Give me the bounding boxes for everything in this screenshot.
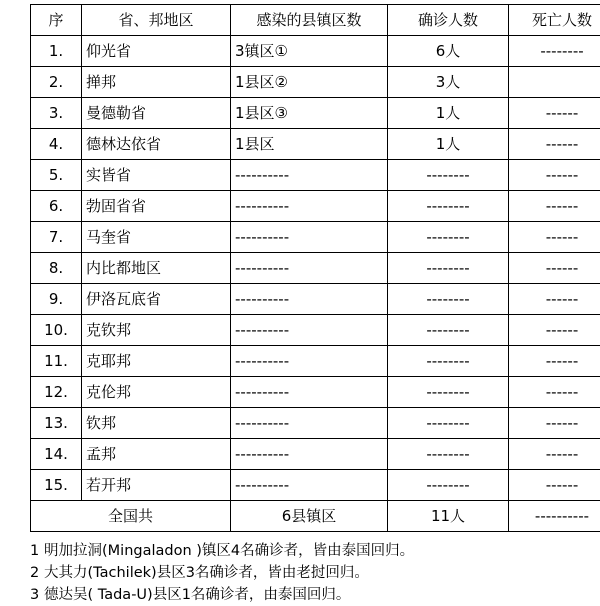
cell-seq: 5. [31,160,82,191]
cell-deaths: -------- [509,36,600,67]
cell-confirmed: -------- [388,191,509,222]
column-header-seq: 序 [31,5,82,36]
table-row [31,129,600,160]
cell-confirmed: -------- [388,222,509,253]
cell-deaths: ------ [509,377,600,408]
cell-seq: 3. [31,98,82,129]
table-row [31,222,600,253]
cell-townships: ---------- [231,160,388,191]
column-header-townships: 感染的县镇区数 [231,5,388,36]
cell-state: 德林达依省 [82,129,231,160]
cell-seq: 8. [31,253,82,284]
cell-deaths: ------ [509,315,600,346]
cell-seq: 1. [31,36,82,67]
cell-confirmed: -------- [388,253,509,284]
table-row [31,98,600,129]
cell-total-deaths: ---------- [509,501,600,532]
table-row [31,67,600,98]
table-total-row [31,501,600,532]
cell-state: 克钦邦 [82,315,231,346]
cell-total-townships: 6县镇区 [231,501,388,532]
cell-deaths: ------ [509,470,600,501]
cell-confirmed: 6人 [388,36,509,67]
table-body [31,36,600,532]
cell-townships: ---------- [231,346,388,377]
cell-deaths: ------ [509,129,600,160]
footnote-number: 3 [30,584,44,606]
column-header-deaths: 死亡人数 [509,5,600,36]
cell-seq: 7. [31,222,82,253]
cell-seq: 10. [31,315,82,346]
column-header-confirmed: 确诊人数 [388,5,509,36]
cell-confirmed: -------- [388,284,509,315]
cell-confirmed: -------- [388,346,509,377]
cell-deaths: ------ [509,160,600,191]
column-header-state: 省、邦地区 [82,5,231,36]
cell-state: 仰光省 [82,36,231,67]
table-row [31,377,600,408]
cell-seq: 4. [31,129,82,160]
cell-deaths: ------ [509,98,600,129]
cell-townships: 1县区② [231,67,388,98]
footnote-text: 明加拉洞(Mingaladon )镇区4名确诊者，皆由泰国回归。 [44,543,414,559]
table-header-row [31,5,600,36]
cell-confirmed: -------- [388,160,509,191]
footnote-item [30,562,570,584]
table-row [31,191,600,222]
cell-townships: 1县区③ [231,98,388,129]
cell-state: 曼德勒省 [82,98,231,129]
cell-confirmed: -------- [388,470,509,501]
cell-townships: ---------- [231,222,388,253]
cell-seq: 2. [31,67,82,98]
cell-seq: 11. [31,346,82,377]
cell-townships: ---------- [231,315,388,346]
cell-state: 内比都地区 [82,253,231,284]
cell-state: 掸邦 [82,67,231,98]
footnote-item [30,540,570,562]
cell-confirmed: -------- [388,377,509,408]
table-row [31,346,600,377]
cell-state: 马奎省 [82,222,231,253]
cell-state: 克耶邦 [82,346,231,377]
cell-confirmed: 1人 [388,129,509,160]
table-row [31,439,600,470]
cell-state: 实皆省 [82,160,231,191]
cell-total-confirmed: 11人 [388,501,509,532]
cell-townships: ---------- [231,470,388,501]
table-row [31,408,600,439]
cell-townships: ---------- [231,284,388,315]
cell-confirmed: 3人 [388,67,509,98]
cell-confirmed: 1人 [388,98,509,129]
footnote-item [30,584,570,606]
cell-total-label: 全国共 [31,501,231,532]
table-row [31,315,600,346]
cell-confirmed: -------- [388,315,509,346]
cell-deaths: ------ [509,222,600,253]
table-row [31,36,600,67]
cell-state: 伊洛瓦底省 [82,284,231,315]
infection-statistics-table [30,4,600,532]
cell-townships: 1县区 [231,129,388,160]
cell-seq: 6. [31,191,82,222]
cell-deaths: ------ [509,284,600,315]
cell-seq: 9. [31,284,82,315]
cell-deaths: ------ [509,253,600,284]
cell-townships: ---------- [231,439,388,470]
footnotes [30,540,570,606]
table-row [31,253,600,284]
cell-townships: ---------- [231,191,388,222]
cell-state: 若开邦 [82,470,231,501]
cell-deaths: ------ [509,346,600,377]
cell-seq: 12. [31,377,82,408]
cell-confirmed: -------- [388,439,509,470]
cell-deaths: ------ [509,408,600,439]
footnote-text: 大其力(Tachilek)县区3名确诊者，皆由老挝回归。 [44,565,369,581]
table-header [31,5,600,36]
cell-state: 勃固省省 [82,191,231,222]
cell-seq: 13. [31,408,82,439]
cell-deaths [509,67,600,98]
cell-state: 孟邦 [82,439,231,470]
cell-deaths: ------ [509,191,600,222]
footnote-text: 德达吴( Tada-U)县区1名确诊者，由泰国回归。 [44,587,350,603]
cell-state: 钦邦 [82,408,231,439]
cell-townships: ---------- [231,377,388,408]
cell-confirmed: -------- [388,408,509,439]
cell-townships: ---------- [231,408,388,439]
footnote-number: 1 [30,540,44,562]
footnote-number: 2 [30,562,44,584]
cell-seq: 15. [31,470,82,501]
table-row [31,470,600,501]
cell-townships: 3镇区① [231,36,388,67]
cell-seq: 14. [31,439,82,470]
table-row [31,160,600,191]
cell-state: 克伦邦 [82,377,231,408]
table-row [31,284,600,315]
cell-deaths: ------ [509,439,600,470]
cell-townships: ---------- [231,253,388,284]
